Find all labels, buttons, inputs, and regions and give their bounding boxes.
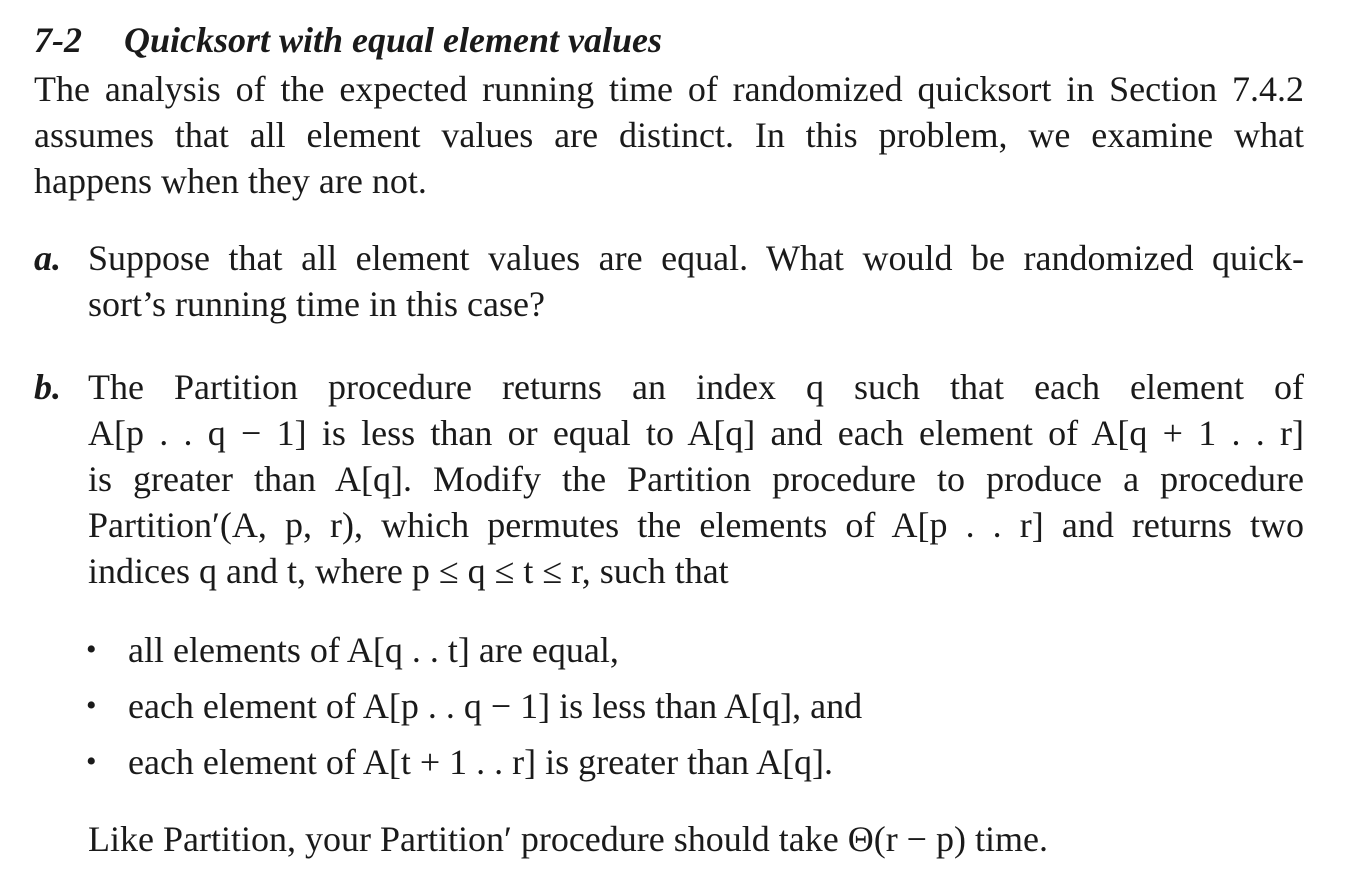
part-b-label: b.: [34, 367, 61, 407]
bullet-marker: •: [86, 633, 97, 666]
intro-line-3: happens when they are not.: [34, 161, 427, 201]
problem-title: Quicksort with equal element values: [124, 20, 663, 60]
intro-line-1: The analysis of the expected running time of randomized quicksort in Section 7.4.2: [34, 69, 1304, 109]
bullet-item-3: each element of A[t + 1 . . r] is greater than A[q].: [128, 742, 834, 782]
part-b-line-3: is greater than A[q]. Modify the Partition procedure to produce a procedure: [88, 459, 1304, 499]
part-b-closing: Like Partition, your Partition′ procedure should take Θ(r − p) time.: [88, 819, 1048, 859]
bullet-item-1: all elements of A[q . . t] are equal,: [128, 630, 619, 670]
problem-heading: [34, 14, 662, 66]
part-a-label: a.: [34, 238, 61, 278]
problem-number: 7-2: [34, 20, 82, 60]
intro-line-2: assumes that all element values are distinct. In this problem, we examine what: [34, 115, 1304, 155]
part-b-line-5: indices q and t, where p ≤ q ≤ t ≤ r, such that: [88, 551, 729, 591]
part-a-line-2: sort’s running time in this case?: [88, 284, 545, 324]
part-a-line-1: Suppose that all element values are equal. What would be randomized quick-: [88, 238, 1304, 278]
bullet-marker: •: [86, 689, 97, 722]
part-b-line-1: The Partition procedure returns an index q such that each element of: [88, 367, 1304, 407]
bullet-marker: •: [86, 745, 97, 778]
part-b-line-4: Partition′(A, p, r), which permutes the elements of A[p . . r] and returns two: [88, 505, 1304, 545]
part-b-line-2: A[p . . q − 1] is less than or equal to A[q] and each element of A[q + 1 . . r]: [88, 413, 1304, 453]
bullet-item-2: each element of A[p . . q − 1] is less than A[q], and: [128, 686, 863, 726]
